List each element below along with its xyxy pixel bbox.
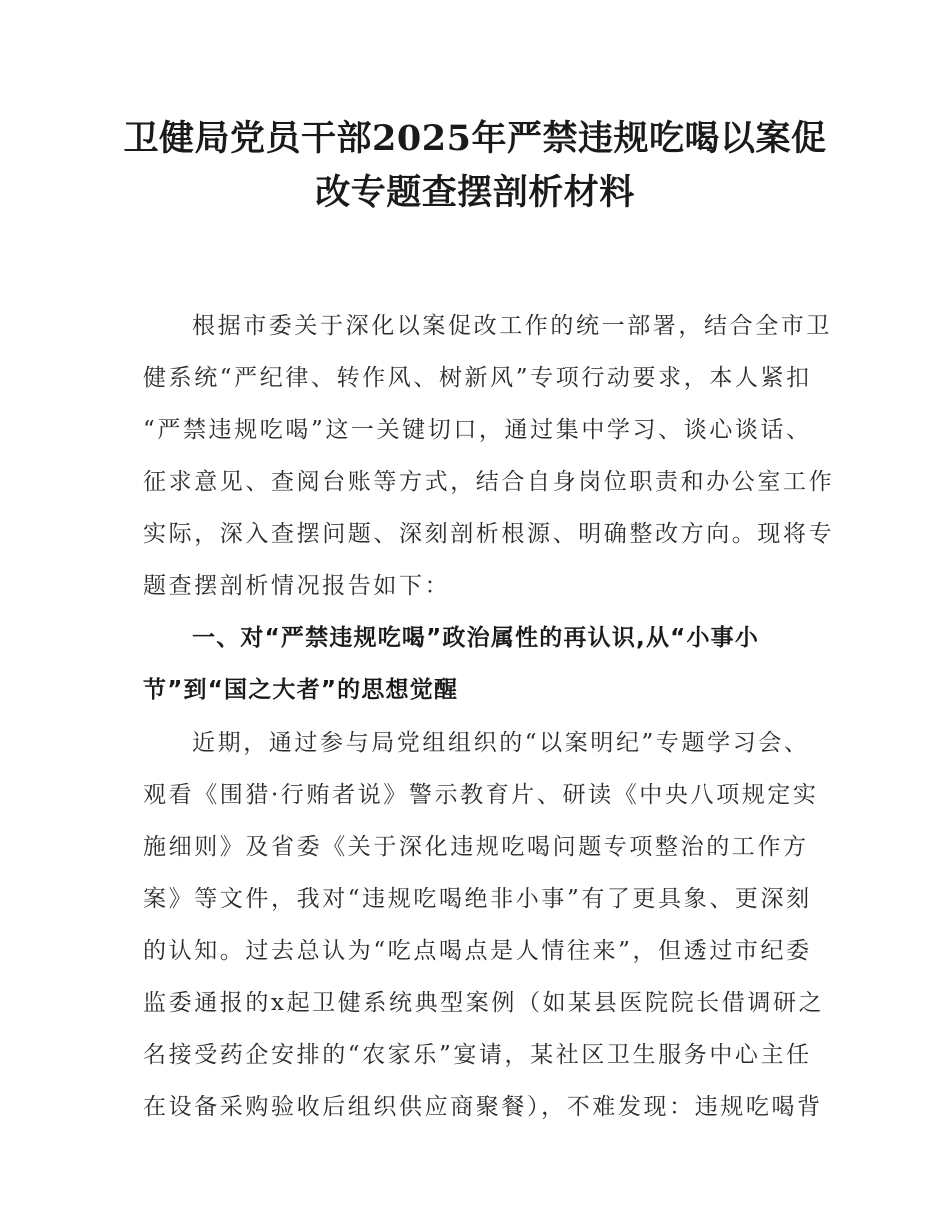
heading-line: 节”到“国之大者”的思想觉醒	[143, 677, 459, 703]
paragraph-line: 监委通报的x起卫健系统典型案例（如某县医院院长借调研之	[143, 990, 825, 1016]
paragraph-line: 观看《围猎·行贿者说》警示教育片、研读《中央八项规定实	[143, 782, 819, 808]
section-1-paragraph	[143, 717, 825, 1133]
paragraph-line: 征求意见、查阅台账等方式，结合自身岗位职责和办公室工作	[143, 469, 835, 495]
paragraph-line: 案》等文件，我对“违规吃喝绝非小事”有了更具象、更深刻	[143, 886, 812, 912]
paragraph-line: 施细则》及省委《关于深化违规吃喝问题专项整治的工作方	[143, 834, 809, 860]
paragraph-line: 近期，通过参与局党组组织的“以案明纪”专题学习会、	[192, 730, 810, 756]
heading-line: 一、对“严禁违规吃喝”政治属性的再认识,从“小事小	[192, 625, 760, 651]
paragraph-line: 在设备采购验收后组织供应商聚餐），不难发现：违规吃喝背	[143, 1094, 823, 1120]
paragraph-line: 根据市委关于深化以案促改工作的统一部署，结合全市卫	[192, 313, 832, 339]
document-title	[120, 112, 830, 220]
paragraph-line: 题查摆剖析情况报告如下：	[143, 573, 451, 599]
title-line-1: 卫健局党员干部2025年严禁违规吃喝以案促	[123, 118, 827, 159]
title-line-2: 改专题查摆剖析材料	[315, 172, 635, 213]
paragraph-line: 健系统“严纪律、转作风、树新风”专项行动要求，本人紧扣	[143, 365, 812, 391]
paragraph-line: 实际，深入查摆问题、深刻剖析根源、明确整改方向。现将专	[143, 521, 835, 547]
paragraph-line: “严禁违规吃喝”这一关键切口，通过集中学习、谈心谈话、	[143, 417, 812, 443]
paragraph-line: 的认知。过去总认为“吃点喝点是人情往来”，但透过市纪委	[143, 938, 812, 964]
section-heading-1	[143, 612, 823, 716]
paragraph-line: 名接受药企安排的“农家乐”宴请，某社区卫生服务中心主任	[143, 1042, 812, 1068]
intro-paragraph	[143, 300, 835, 612]
